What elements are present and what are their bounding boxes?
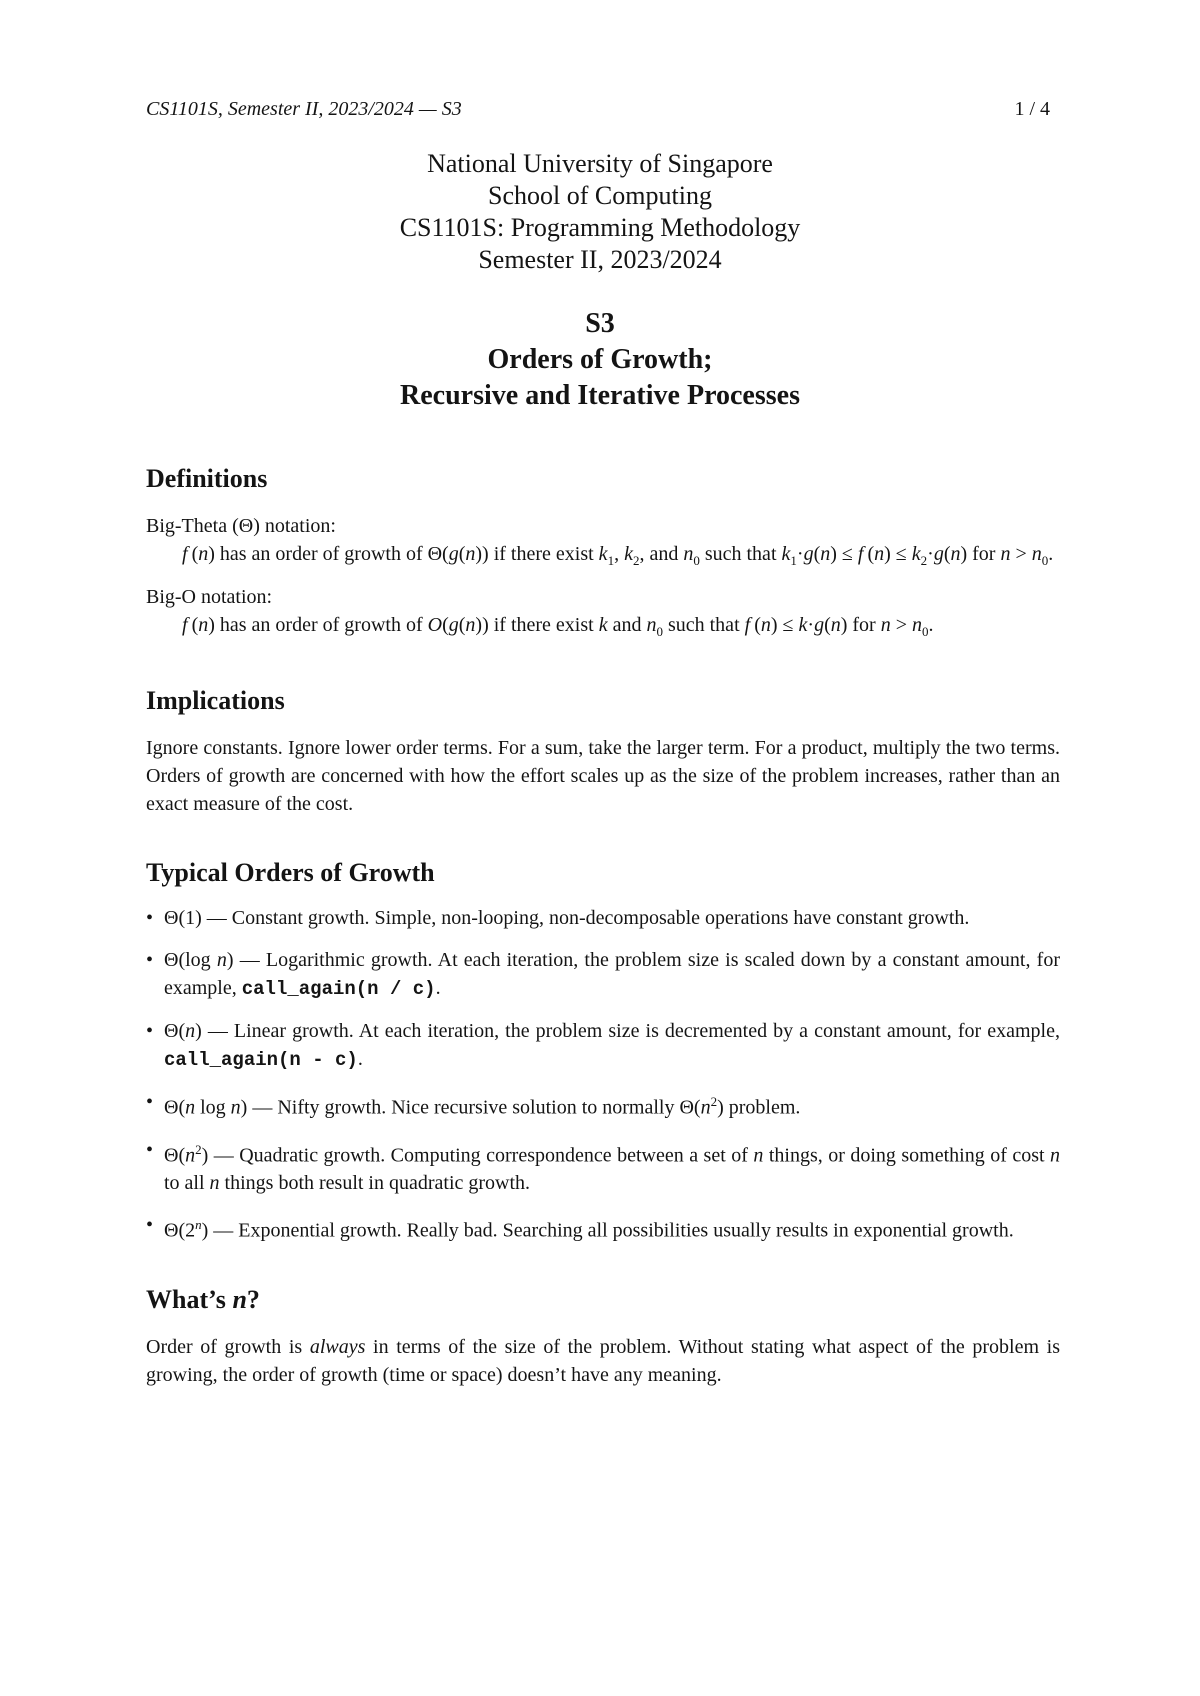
header-page-number: 1 / 4 bbox=[1014, 98, 1050, 120]
constant-text: — Constant growth. Simple, non-looping, non-decomposable operations have constant growth. bbox=[206, 907, 970, 929]
linear-code: call_again(n - c) bbox=[164, 1049, 358, 1071]
big-theta-definition: f (n) has an order of growth of Θ(g(n)) if there exist $k_1$, $k_2$, and $n_0$ such that $k_1\cdot g(n) \le f$ $(n) \le k_2\cdot g(n)$ for $n > n_0$. bbox=[182, 543, 1054, 568]
school-name: School of Computing bbox=[488, 181, 712, 210]
title-code: S3 bbox=[585, 308, 615, 339]
log-text: — Logarithmic growth. At each iteration, the problem size is scaled down by a constant amount, for example, bbox=[164, 949, 1060, 999]
definitions-heading: Definitions bbox=[146, 464, 268, 493]
course-name: CS1101S: Programming Methodology bbox=[399, 213, 801, 242]
quad-text-d: things both result in quadratic growth. bbox=[224, 1172, 531, 1195]
quad-text-b: things, or doing something of cost bbox=[768, 1144, 1045, 1167]
title-line-2: Recursive and Iterative Processes bbox=[400, 380, 800, 411]
quad-text-a: — Quadratic growth. Computing correspondence between a set of bbox=[213, 1144, 748, 1167]
typical-orders-heading: Typical Orders of Growth bbox=[146, 858, 435, 887]
institution-block bbox=[0, 148, 1200, 276]
semester-name: Semester II, 2023/2024 bbox=[478, 245, 722, 274]
implications-heading: Implications bbox=[146, 686, 285, 715]
big-o-label: Big-O notation: bbox=[146, 586, 273, 608]
title-line-1: Orders of Growth; bbox=[487, 344, 713, 375]
whats-n-heading: What’s n? bbox=[146, 1284, 260, 1314]
whats-n-text: Order of growth is always in terms of the size of the problem. Without stating what aspect of the problem is growing, the order of growth (time or space) doesn’t have any meaning. bbox=[146, 1335, 1061, 1386]
list-item-nlogn: • Θ(n log n) — Nifty growth. Nice recursive solution to normally $\Theta(n^2)$ problem. bbox=[146, 1091, 801, 1119]
nlogn-text: — Nifty growth. Nice recursive solution to normally bbox=[252, 1096, 675, 1119]
nlogn-tail: problem. bbox=[728, 1096, 801, 1119]
header-course-line: CS1101S, Semester II, 2023/2024 — S3 bbox=[146, 98, 462, 120]
linear-text: — Linear growth. At each iteration, the problem size is decremented by a constant amount, for example, bbox=[207, 1020, 1060, 1042]
orders-list bbox=[146, 904, 1060, 1245]
document-title bbox=[0, 306, 1200, 414]
list-item-quadratic: • $\Theta(n^2)$ — Quadratic growth. Computing correspondence between a set of n things, or doing something of cost n to all n things both result in quadratic growth. bbox=[146, 1138, 1061, 1195]
big-o-definition: f (n) has an order of growth of O(g(n)) if there exist k and $n_0$ such that f (n) ≤ k·g(n) for $n > n_0$. bbox=[182, 614, 934, 639]
university-name: National University of Singapore bbox=[427, 149, 773, 178]
exp-text: — Exponential growth. Really bad. Searching all possibilities usually results in exponential growth. bbox=[213, 1219, 1014, 1242]
big-theta-label: Big-Theta (Θ) notation: bbox=[146, 515, 336, 537]
list-item-logarithmic: • Θ(log n) — Logarithmic growth. At each iteration, the problem size is scaled down by a constant amount, for example, call_again(n / c). bbox=[146, 949, 1060, 1000]
list-item-exponential: • Θ(2$^n$) — Exponential growth. Really bad. Searching all possibilities usually results in exponential growth. bbox=[146, 1214, 1014, 1242]
running-header bbox=[146, 98, 1050, 121]
implications-text: Ignore constants. Ignore lower order terms. For a sum, take the larger term. For a product, multiply the two terms. Orders of growth are concerned with how the effort scales up as the size of the problem increases, rather than an exact measure of the cost. bbox=[146, 737, 1060, 815]
document-body bbox=[146, 462, 1060, 1389]
list-item-linear: • Θ(n) — Linear growth. At each iteration, the problem size is decremented by a constant amount, for example, call_again(n - c). bbox=[146, 1020, 1060, 1071]
log-code: call_again(n / c) bbox=[241, 978, 436, 1000]
quad-text-c: to all bbox=[164, 1172, 205, 1195]
list-item-constant: • Θ(1) — Constant growth. Simple, non-looping, non-decomposable operations have constant growth. bbox=[146, 907, 970, 929]
